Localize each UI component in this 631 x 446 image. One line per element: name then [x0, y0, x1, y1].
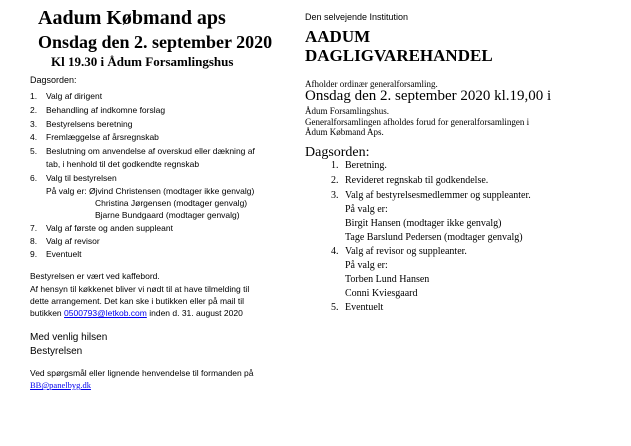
left-agenda-num: 7.: [30, 223, 38, 233]
left-agenda-item: Valg til bestyrelsen: [46, 173, 117, 183]
left-candidate-line: På valg er: Øjvind Christensen (modtager ikke genvalg): [46, 186, 255, 196]
right-candidate-line: Birgit Hansen (modtager ikke genvalg): [345, 218, 502, 229]
left-agenda-heading: Dagsorden:: [30, 75, 77, 85]
left-agenda-item: Valg af dirigent: [46, 91, 103, 101]
right-agenda-num: 5.: [331, 302, 339, 313]
right-date-line: Onsdag den 2. september 2020 kl.19,00 i: [305, 88, 552, 104]
right-candidate-line: Tage Barslund Pedersen (modtager genvalg): [345, 232, 523, 243]
left-agenda-num: 8.: [30, 236, 38, 246]
left-agenda-item: Behandling af indkomne forslag: [46, 105, 166, 115]
right-agenda-num: 2.: [331, 175, 339, 186]
left-agenda-num: 3.: [30, 119, 38, 129]
right-candidates-label: På valg er:: [345, 204, 388, 215]
institution-label: Den selvejende Institution: [305, 12, 409, 22]
left-agenda-item: Valg af revisor: [46, 236, 100, 246]
right-info-line: Generalforsamlingen afholdes forud for generalforsamlingen i: [305, 117, 530, 127]
right-title-line2: DAGLIGVAREHANDEL: [305, 46, 493, 65]
right-agenda-num: 4.: [331, 246, 339, 257]
chairman-email-link[interactable]: [30, 380, 91, 390]
left-candidate-line: Christina Jørgensen (modtager genvalg): [95, 198, 248, 208]
left-agenda-item: Fremlæggelse af årsregnskab: [46, 132, 159, 142]
left-date-line: Onsdag den 2. september 2020: [38, 32, 273, 52]
right-agenda-item: Revideret regnskab til godkendelse.: [345, 175, 489, 186]
left-note-line: Bestyrelsen er vært ved kaffebord.: [30, 271, 160, 281]
chairman-email[interactable]: BB@panelbyg.dk: [30, 380, 91, 390]
left-title: Aadum Købmand aps: [38, 7, 226, 29]
closing-signature: Bestyrelsen: [30, 346, 83, 357]
left-agenda-num: 5.: [30, 146, 38, 156]
right-agenda-num: 1.: [331, 160, 339, 171]
left-agenda-item: Beslutning om anvendelse af overskud eller dækning af: [46, 146, 255, 156]
right-agenda-item: Valg af revisor og suppleanter.: [345, 246, 467, 257]
right-info-line: Ådum Købmand Aps.: [305, 127, 384, 137]
left-note-line: Af hensyn til køkkenet bliver vi nødt til at have tilmelding til: [30, 284, 250, 294]
left-time-place: Kl 19.30 i Ådum Forsamlingshus: [51, 54, 234, 69]
right-agenda-heading: Dagsorden:: [305, 145, 370, 160]
right-place-line: Ådum Forsamlingshus.: [305, 106, 390, 116]
right-agenda-item: Eventuelt: [345, 302, 384, 313]
left-agenda-num: 9.: [30, 249, 38, 259]
contact-text: Ved spørgsmål eller lignende henvendelse til formanden på: [30, 368, 254, 378]
left-candidate-line: Bjarne Bundgaard (modtager genvalg): [95, 210, 240, 220]
shop-email-link[interactable]: 0500793@letkob.com: [64, 308, 147, 318]
left-agenda-num: 4.: [30, 132, 38, 142]
left-note-suffix: inden d. 31. august 2020: [146, 308, 243, 318]
right-intro: Afholder ordinær generalforsamling.: [305, 79, 438, 89]
right-agenda-item: Beretning.: [345, 160, 387, 171]
right-title-line1: AADUM: [305, 27, 371, 46]
left-agenda-item: Bestyrelsens beretning: [46, 119, 133, 129]
right-candidate-line: Conni Kviesgaard: [345, 288, 418, 299]
right-agenda-item: Valg af bestyrelsesmedlemmer og suppleanter.: [345, 190, 531, 201]
left-note-line: dette arrangement. Det kan ske i butikken eller på mail til: [30, 296, 245, 306]
left-note-line-last: [30, 308, 243, 318]
left-agenda-item-continued: tab, i henhold til det godkendte regnskab: [46, 159, 200, 169]
left-agenda-num: 1.: [30, 91, 38, 101]
left-agenda-item: Eventuelt: [46, 249, 82, 259]
right-candidates-label: På valg er:: [345, 260, 388, 271]
right-candidate-line: Torben Lund Hansen: [345, 274, 430, 285]
left-agenda-num: 2.: [30, 105, 38, 115]
left-note-prefix: butikken: [30, 308, 65, 318]
left-agenda-item: Valg af første og anden suppleant: [46, 223, 173, 233]
left-agenda-num: 6.: [30, 173, 38, 183]
closing-greeting: Med venlig hilsen: [30, 332, 108, 343]
right-agenda-num: 3.: [331, 190, 339, 201]
